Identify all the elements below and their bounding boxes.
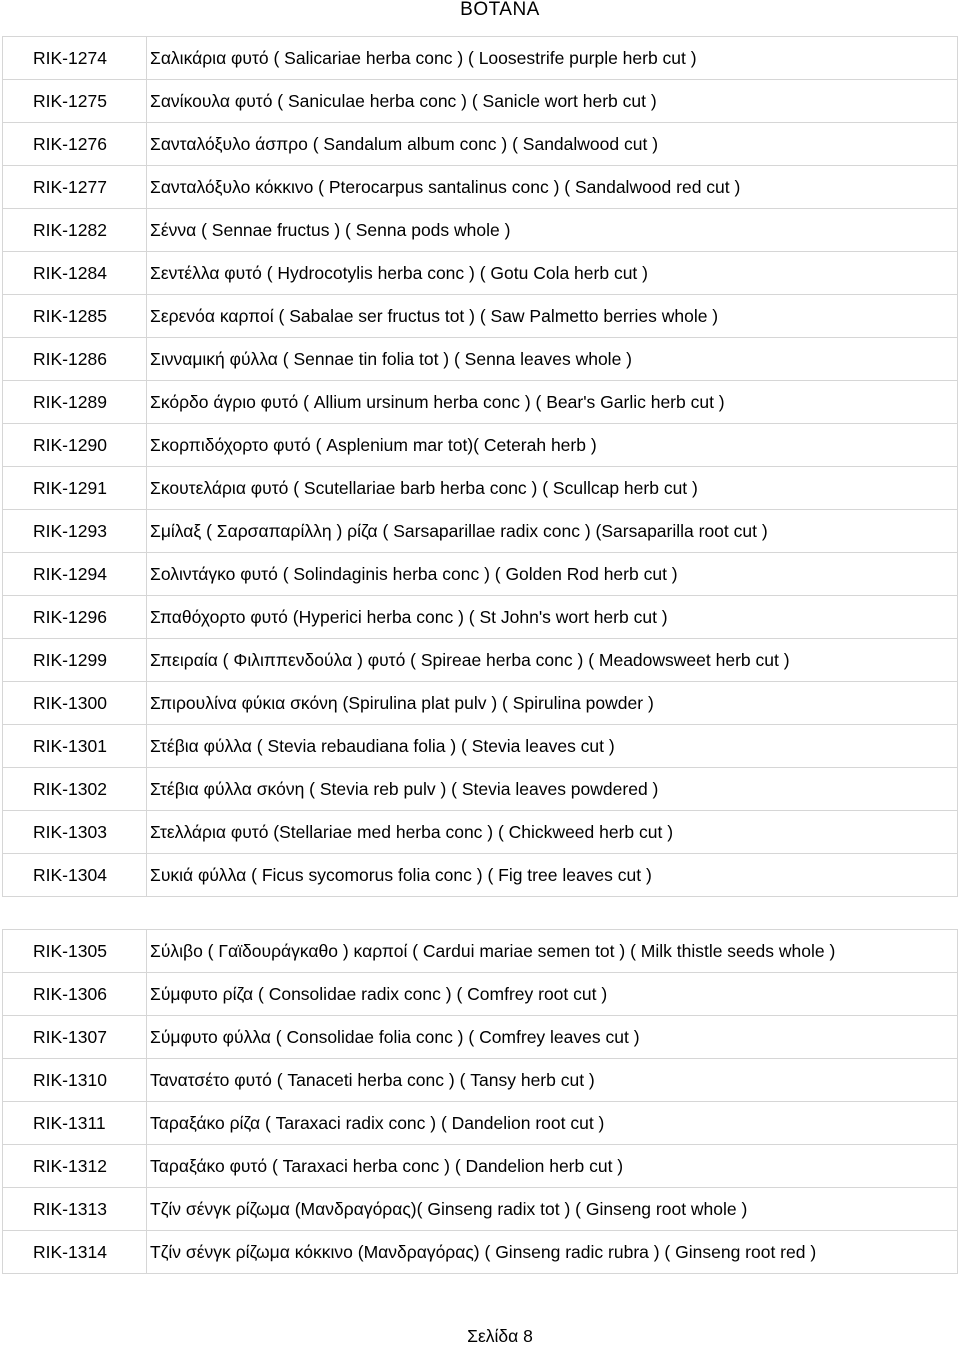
table-row xyxy=(3,295,958,338)
table-row xyxy=(3,1231,958,1274)
table-row xyxy=(3,338,958,381)
table-row xyxy=(3,467,958,510)
product-description: Τζίν σένγκ ρίζωμα κόκκινο (Μανδραγόρας) ( Ginseng radic rubra ) ( Ginseng root red ) xyxy=(147,1231,958,1274)
product-description: Σινναμική φύλλα ( Sennae tin folia tot ) ( Senna leaves whole ) xyxy=(147,338,958,381)
product-code: RIK-1286 xyxy=(3,338,147,381)
product-description: Συκιά φύλλα ( Ficus sycomorus folia conc ) ( Fig tree leaves cut ) xyxy=(147,854,958,897)
table-row xyxy=(3,1102,958,1145)
product-description: Ταραξάκο ρίζα ( Taraxaci radix conc ) ( Dandelion root cut ) xyxy=(147,1102,958,1145)
product-description: Σανίκουλα φυτό ( Saniculae herba conc ) ( Sanicle wort herb cut ) xyxy=(147,80,958,123)
product-code: RIK-1274 xyxy=(3,37,147,80)
table-row xyxy=(3,1016,958,1059)
product-description: Σπαθόχορτο φυτό (Hyperici herba conc ) ( St John's wort herb cut ) xyxy=(147,596,958,639)
product-code: RIK-1300 xyxy=(3,682,147,725)
table-row xyxy=(3,80,958,123)
product-code: RIK-1310 xyxy=(3,1059,147,1102)
product-description: Σύλιβο ( Γαϊδουράγκαθο ) καρποί ( Cardui mariae semen tot ) ( Milk thistle seeds whole ) xyxy=(147,930,958,973)
product-description: Σκορπιδόχορτο φυτό ( Asplenium mar tot)( Ceterah herb ) xyxy=(147,424,958,467)
table-row xyxy=(3,596,958,639)
product-description: Σύμφυτο ρίζα ( Consolidae radix conc ) ( Comfrey root cut ) xyxy=(147,973,958,1016)
product-code: RIK-1291 xyxy=(3,467,147,510)
page-number: Σελίδα 8 xyxy=(467,1326,533,1346)
table-row xyxy=(3,930,958,973)
product-code: RIK-1307 xyxy=(3,1016,147,1059)
product-code: RIK-1313 xyxy=(3,1188,147,1231)
table-row xyxy=(3,811,958,854)
product-description: Ταραξάκο φυτό ( Taraxaci herba conc ) ( Dandelion herb cut ) xyxy=(147,1145,958,1188)
product-description: Σέννα ( Sennae fructus ) ( Senna pods whole ) xyxy=(147,209,958,252)
product-code: RIK-1314 xyxy=(3,1231,147,1274)
table-row xyxy=(3,510,958,553)
product-code: RIK-1296 xyxy=(3,596,147,639)
product-code: RIK-1277 xyxy=(3,166,147,209)
table-row xyxy=(3,166,958,209)
table-row xyxy=(3,553,958,596)
table-row xyxy=(3,381,958,424)
table-row xyxy=(3,1059,958,1102)
table-row xyxy=(3,1145,958,1188)
product-description: Σερενόα καρποί ( Sabalae ser fructus tot ) ( Saw Palmetto berries whole ) xyxy=(147,295,958,338)
product-description: Σπιρουλίνα φύκια σκόνη (Spirulina plat pulv ) ( Spirulina powder ) xyxy=(147,682,958,725)
table-row xyxy=(3,252,958,295)
product-description: Σκόρδο άγριο φυτό ( Allium ursinum herba conc ) ( Bear's Garlic herb cut ) xyxy=(147,381,958,424)
table-row xyxy=(3,973,958,1016)
product-code: RIK-1275 xyxy=(3,80,147,123)
table-row xyxy=(3,768,958,811)
product-code: RIK-1282 xyxy=(3,209,147,252)
product-description: Σανταλόξυλο κόκκινο ( Pterocarpus santalinus conc ) ( Sandalwood red cut ) xyxy=(147,166,958,209)
product-table-1 xyxy=(2,36,958,897)
table-row xyxy=(3,37,958,80)
product-description: Σολιντάγκο φυτό ( Solindaginis herba conc ) ( Golden Rod herb cut ) xyxy=(147,553,958,596)
product-code: RIK-1285 xyxy=(3,295,147,338)
product-description: Σαλικάρια φυτό ( Salicariae herba conc ) ( Loosestrife purple herb cut ) xyxy=(147,37,958,80)
product-description: Στέβια φύλλα ( Stevia rebaudiana folia ) ( Stevia leaves cut ) xyxy=(147,725,958,768)
table-row xyxy=(3,209,958,252)
product-code: RIK-1301 xyxy=(3,725,147,768)
product-code: RIK-1312 xyxy=(3,1145,147,1188)
table-row xyxy=(3,639,958,682)
table-row xyxy=(3,854,958,897)
table-row xyxy=(3,1188,958,1231)
product-code: RIK-1299 xyxy=(3,639,147,682)
product-description: Τζίν σένγκ ρίζωμα (Μανδραγόρας)( Ginseng radix tot ) ( Ginseng root whole ) xyxy=(147,1188,958,1231)
product-code: RIK-1303 xyxy=(3,811,147,854)
product-description: Στελλάρια φυτό (Stellariae med herba conc ) ( Chickweed herb cut ) xyxy=(147,811,958,854)
product-description: Σεντέλλα φυτό ( Hydrocotylis herba conc ) ( Gotu Cola herb cut ) xyxy=(147,252,958,295)
page-header: BOTANA xyxy=(460,0,540,20)
product-description: Σανταλόξυλο άσπρο ( Sandalum album conc ) ( Sandalwood cut ) xyxy=(147,123,958,166)
table-row xyxy=(3,123,958,166)
table-row xyxy=(3,725,958,768)
product-code: RIK-1306 xyxy=(3,973,147,1016)
product-code: RIK-1284 xyxy=(3,252,147,295)
product-code: RIK-1276 xyxy=(3,123,147,166)
product-code: RIK-1304 xyxy=(3,854,147,897)
product-description: Τανατσέτο φυτό ( Tanaceti herba conc ) ( Tansy herb cut ) xyxy=(147,1059,958,1102)
table-row xyxy=(3,424,958,467)
product-code: RIK-1289 xyxy=(3,381,147,424)
product-table-2 xyxy=(2,929,958,1274)
product-code: RIK-1302 xyxy=(3,768,147,811)
product-code: RIK-1290 xyxy=(3,424,147,467)
table-row xyxy=(3,682,958,725)
product-code: RIK-1305 xyxy=(3,930,147,973)
product-code: RIK-1311 xyxy=(3,1102,147,1145)
product-description: Σπειραία ( Φιλιππενδούλα ) φυτό ( Spireae herba conc ) ( Meadowsweet herb cut ) xyxy=(147,639,958,682)
product-description: Σμίλαξ ( Σαρσαπαρίλλη ) ρίζα ( Sarsaparillae radix conc ) (Sarsaparilla root cut ) xyxy=(147,510,958,553)
product-code: RIK-1293 xyxy=(3,510,147,553)
product-description: Σκουτελάρια φυτό ( Scutellariae barb herba conc ) ( Scullcap herb cut ) xyxy=(147,467,958,510)
product-code: RIK-1294 xyxy=(3,553,147,596)
product-description: Στέβια φύλλα σκόνη ( Stevia reb pulv ) ( Stevia leaves powdered ) xyxy=(147,768,958,811)
product-description: Σύμφυτο φύλλα ( Consolidae folia conc ) ( Comfrey leaves cut ) xyxy=(147,1016,958,1059)
